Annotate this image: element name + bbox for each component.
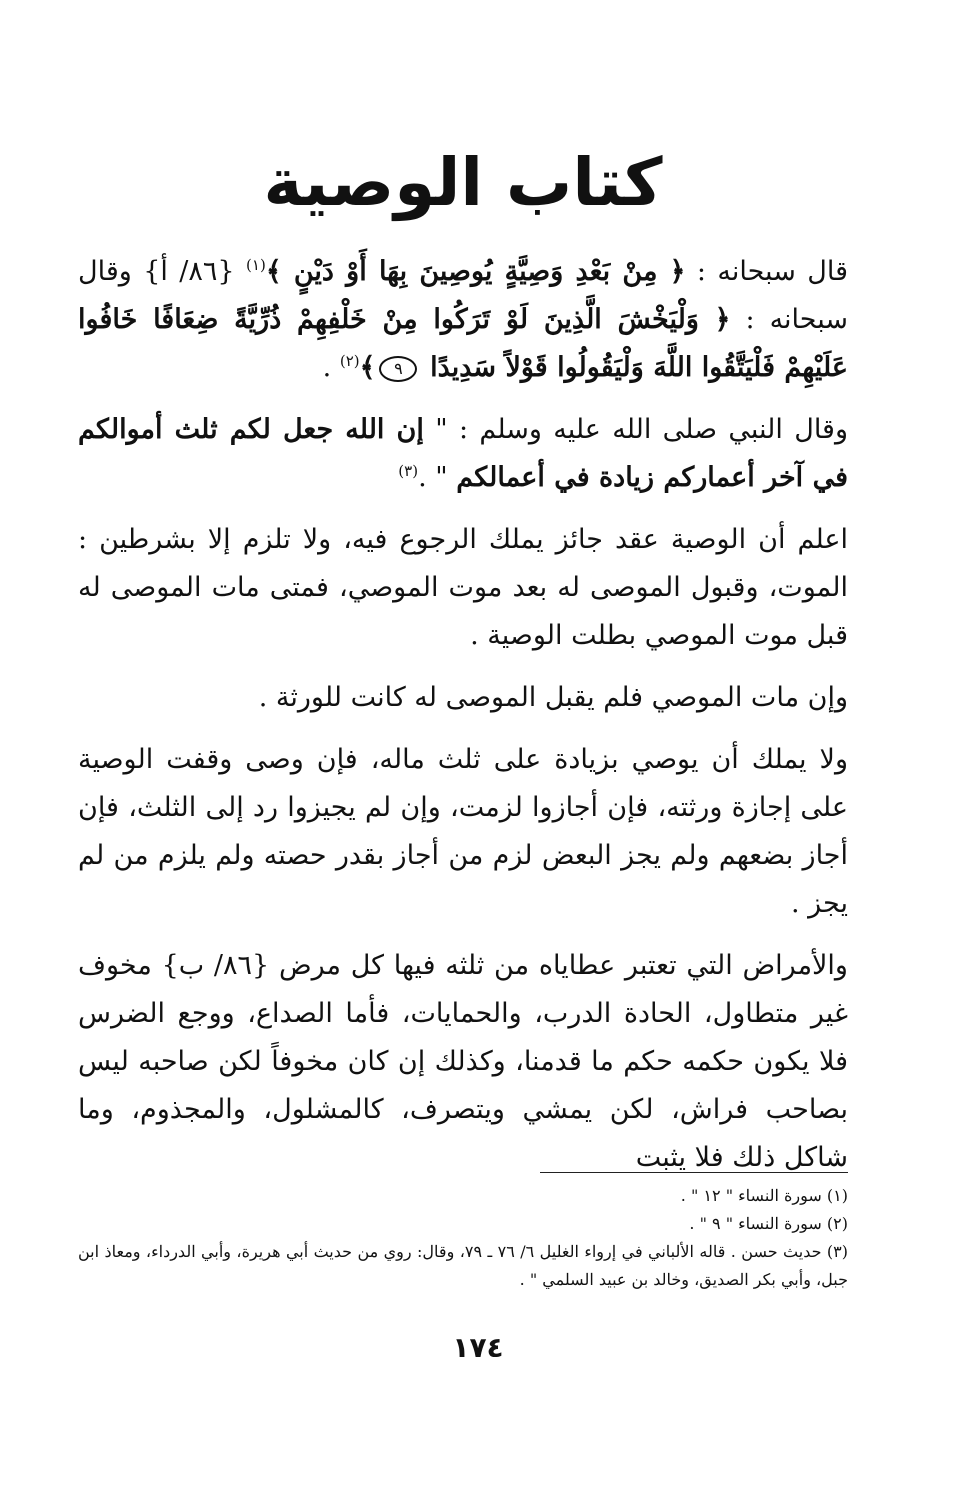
chapter-title: كتاب الوصية <box>263 144 663 221</box>
paragraph-5: ولا يملك أن يوصي بزيادة على ثلث ماله، فإن وصى وقفت الوصية على إجازة ورثته، فإن أجازوا لزمت، وإن لم يجيزوا رد إلى الثلث، فإن أجاز بضعهم ولم يجز البعض لزم من أجاز بقدر حصته ولم يلزم من لم يجز . <box>78 744 848 919</box>
p6-before: والأمراض التي تعتبر عطاياه من ثلثه فيها كل مرض <box>278 950 848 981</box>
p6-after: مخوف غير متطاول، الحادة الدرب، والحمايات، فأما الصداع، ووجع الضرس فلا يكون حكمه حكم ما قدمنا، وكذلك إن كان مخوفاً لكن صاحبه ليس بصاحب فراش، لكن يمشي ويتصرف، كالمشلول، والمجذوم، وما شاكل ذلك فلا يثبت <box>78 950 848 1173</box>
footnote-ref-1: (١) <box>246 256 266 274</box>
p1-intro: قال سبحانه : <box>696 256 848 287</box>
footnote-3: (٣) حديث حسن . قاله الألباني في إرواء الغليل ٦/ ٧٦ ـ ٧٩، وقال: روي من حديث أبي هريرة، وأبي الدرداء، ومعاذ ابن جبل، وأبي بكر الصديق، وخالد بن عبيد السلمي " . <box>78 1242 848 1289</box>
p2-intro: وقال النبي صلى الله عليه وسلم : " <box>435 414 848 445</box>
footnote-ref-3: (٣) <box>398 462 419 480</box>
paragraph-2 <box>78 406 848 502</box>
p2-close: " . <box>418 462 448 493</box>
footnote-2: (٢) سورة النساء " ٩ " . <box>689 1214 848 1233</box>
quran-verse-2: ﴿ وَلْيَخْشَ الَّذِينَ لَوْ تَرَكُوا مِنْ خَلْفِهِمْ ذُرِّيَّةً ضِعَافًا خَافُوا عَلَيْهِمْ فَلْيَتَّقُوا اللَّهَ وَلْيَقُولُوا قَوْلاً سَدِيدًا <box>78 304 848 383</box>
footnote-1: (١) سورة النساء " ١٢ " . <box>680 1186 848 1205</box>
footnote-ref-2: (٢) <box>339 352 360 370</box>
p1-mid: وقال سبحانه : <box>78 256 848 335</box>
paragraph-3: اعلم أن الوصية عقد جائز يملك الرجوع فيه، ولا تلزم إلا بشرطين : الموت، وقبول الموصى له بعد موت الموصي، فمتى مات الموصى له قبل موت الموصي بطلت الوصية . <box>78 524 848 651</box>
footnotes <box>78 1182 848 1294</box>
p1-end: . <box>322 352 332 383</box>
page-body <box>78 140 848 1196</box>
paragraph-4: وإن مات الموصي فلم يقبل الموصى له كانت للورثة . <box>258 682 848 713</box>
quran-verse-2-close: ﴾ <box>359 352 376 383</box>
quran-verse-1: ﴿ مِنْ بَعْدِ وَصِيَّةٍ يُوصِينَ بِهَا أَوْ دَيْنٍ ﴾ <box>265 256 686 287</box>
page-number: ١٧٤ <box>452 1331 504 1364</box>
hadith-text: إن الله جعل لكم ثلث أموالكم في آخر أعماركم زيادة في أعمالكم <box>78 414 848 493</box>
footnote-separator <box>540 1172 848 1173</box>
folio-marker-86b: {٨٦/ ب} <box>161 950 270 981</box>
paragraph-6 <box>78 942 848 1182</box>
folio-marker-86a: {٨٦/ أ} <box>143 256 235 287</box>
paragraph-1 <box>78 248 848 392</box>
ayah-number-icon: ٩ <box>379 356 417 382</box>
